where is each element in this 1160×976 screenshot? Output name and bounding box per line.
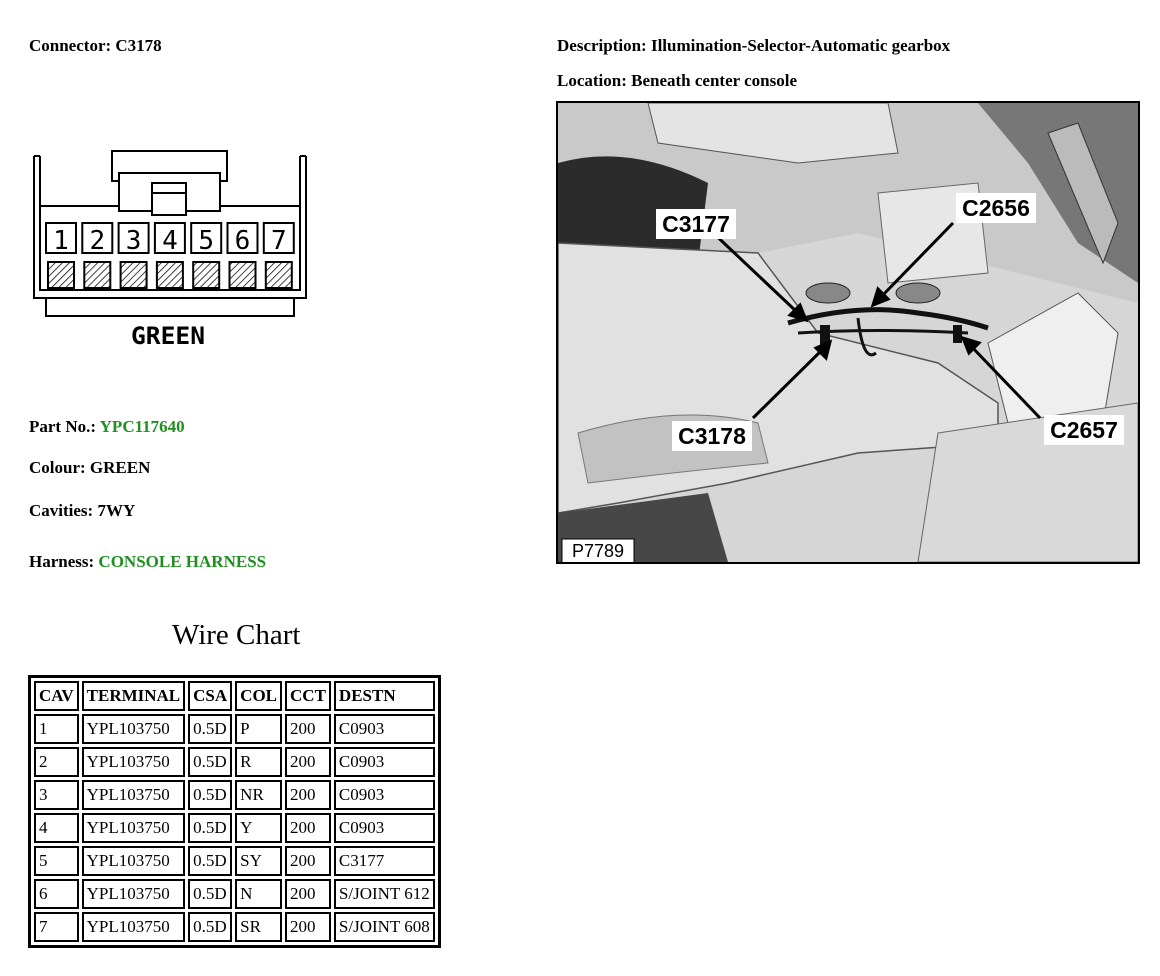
svg-text:C3178: C3178 [678, 423, 746, 449]
wire-chart-header-cell: CSA [188, 681, 232, 711]
pin-hatch-5 [193, 262, 219, 288]
connector-color-label: GREEN [131, 322, 205, 350]
wire-chart-header-cell: DESTN [334, 681, 435, 711]
harness-label: Harness: [29, 552, 95, 571]
wire-chart-row [34, 813, 435, 843]
wire-chart-cell: C3177 [334, 846, 435, 876]
wire-chart-header-row [34, 681, 435, 711]
callout-c3178 [672, 421, 752, 451]
wire-chart-cell: 200 [285, 714, 331, 744]
wire-chart-cell: NR [235, 780, 282, 810]
pin-number-6: 6 [234, 226, 251, 256]
connector-label: Connector: [29, 36, 112, 55]
wire-chart-cell: 6 [34, 879, 79, 909]
wire-chart-row [34, 879, 435, 909]
wire-chart-cell: 0.5D [188, 912, 232, 942]
wire-chart-header-cell: CAV [34, 681, 79, 711]
pin-hatches [48, 262, 292, 288]
wire-chart-row [34, 747, 435, 777]
wire-chart-cell: 3 [34, 780, 79, 810]
cavities-value: 7WY [97, 501, 136, 520]
wire-chart-title: Wire Chart [172, 619, 301, 651]
wire-chart-cell: YPL103750 [82, 747, 186, 777]
wire-chart-cell: 2 [34, 747, 79, 777]
wire-chart-cell: YPL103750 [82, 714, 186, 744]
connector-heading [29, 36, 162, 56]
wire-chart-cell: C0903 [334, 780, 435, 810]
svg-text:P7789: P7789 [571, 541, 625, 561]
pin-number-1: 1 [53, 226, 69, 256]
colour-row [29, 458, 150, 478]
wire-chart-table [28, 675, 441, 948]
location-heading [557, 71, 797, 91]
wire-chart-cell: 200 [285, 780, 331, 810]
pin-hatch-2 [84, 262, 110, 288]
pin-number-7: 7 [270, 226, 287, 256]
pin-number-4: 4 [162, 226, 178, 256]
wire-chart-cell: 0.5D [188, 714, 232, 744]
wire-chart-cell: P [235, 714, 282, 744]
wire-chart-cell: SR [235, 912, 282, 942]
colour-label: Colour: [29, 458, 86, 477]
description-value: Illumination-Selector-Automatic gearbox [650, 36, 951, 55]
wire-chart-cell: C0903 [334, 714, 435, 744]
wire-chart-cell: SY [235, 846, 282, 876]
wire-chart-cell: N [235, 879, 282, 909]
wire-chart-header-cell: COL [235, 681, 282, 711]
colour-value: GREEN [89, 458, 151, 477]
wire-chart-cell: Y [235, 813, 282, 843]
wire-chart-cell: 0.5D [188, 846, 232, 876]
connector-face-diagram [28, 148, 313, 356]
part-number-value: YPC117640 [99, 417, 185, 436]
pin-hatch-4 [157, 262, 183, 288]
description-label: Description: [557, 36, 647, 55]
wire-chart-cell: C0903 [334, 747, 435, 777]
wire-chart-cell: 200 [285, 747, 331, 777]
location-illustration [558, 103, 1138, 562]
figure-id-label [562, 539, 634, 562]
wire-chart-cell: 0.5D [188, 747, 232, 777]
description-heading [557, 36, 950, 56]
wire-chart-cell: R [235, 747, 282, 777]
harness-row [29, 552, 266, 572]
wire-chart-cell: 0.5D [188, 813, 232, 843]
wire-chart-cell: 200 [285, 846, 331, 876]
harness-value: CONSOLE HARNESS [98, 552, 267, 571]
pin-number-5: 5 [198, 226, 215, 256]
wire-chart-cell: 5 [34, 846, 79, 876]
wire-chart-header-cell: TERMINAL [82, 681, 186, 711]
callout-c2657 [1044, 415, 1124, 445]
wire-chart-cell: YPL103750 [82, 912, 186, 942]
pin-number-3: 3 [125, 226, 142, 256]
location-photo [556, 101, 1140, 564]
svg-text:C2656: C2656 [962, 195, 1030, 221]
part-number-row [29, 417, 185, 437]
wire-chart-cell: 4 [34, 813, 79, 843]
wire-chart-row [34, 846, 435, 876]
wire-chart-body [34, 714, 435, 942]
wire-chart-header-cell: CCT [285, 681, 331, 711]
callout-c3177 [656, 209, 736, 239]
wire-chart-cell: 0.5D [188, 780, 232, 810]
wire-chart-cell: 0.5D [188, 879, 232, 909]
location-label: Location: [557, 71, 627, 90]
wire-chart-row [34, 780, 435, 810]
wire-chart-cell: 200 [285, 912, 331, 942]
pin-hatch-1 [48, 262, 74, 288]
wire-chart-cell: YPL103750 [82, 813, 186, 843]
wire-chart-cell: S/JOINT 608 [334, 912, 435, 942]
part-number-label: Part No.: [29, 417, 97, 436]
wire-chart-cell: YPL103750 [82, 879, 186, 909]
callout-c2656 [956, 193, 1036, 223]
cavities-label: Cavities: [29, 501, 94, 520]
connector-value: C3178 [115, 36, 162, 55]
pin-number-2: 2 [89, 226, 106, 256]
wire-chart-cell: 7 [34, 912, 79, 942]
wire-chart-row [34, 714, 435, 744]
wire-chart-cell: YPL103750 [82, 846, 186, 876]
pin-hatch-3 [121, 262, 147, 288]
wire-chart-cell: C0903 [334, 813, 435, 843]
location-value: Beneath center console [631, 71, 798, 90]
pin-hatch-7 [266, 262, 292, 288]
wire-chart-row [34, 912, 435, 942]
svg-text:C2657: C2657 [1050, 417, 1118, 443]
wire-chart-cell: S/JOINT 612 [334, 879, 435, 909]
wire-chart-cell: 200 [285, 879, 331, 909]
svg-text:C3177: C3177 [662, 211, 730, 237]
pin-hatch-6 [230, 262, 256, 288]
cavities-row [29, 501, 135, 521]
wire-chart-cell: YPL103750 [82, 780, 186, 810]
wire-chart-cell: 200 [285, 813, 331, 843]
wire-chart-cell: 1 [34, 714, 79, 744]
